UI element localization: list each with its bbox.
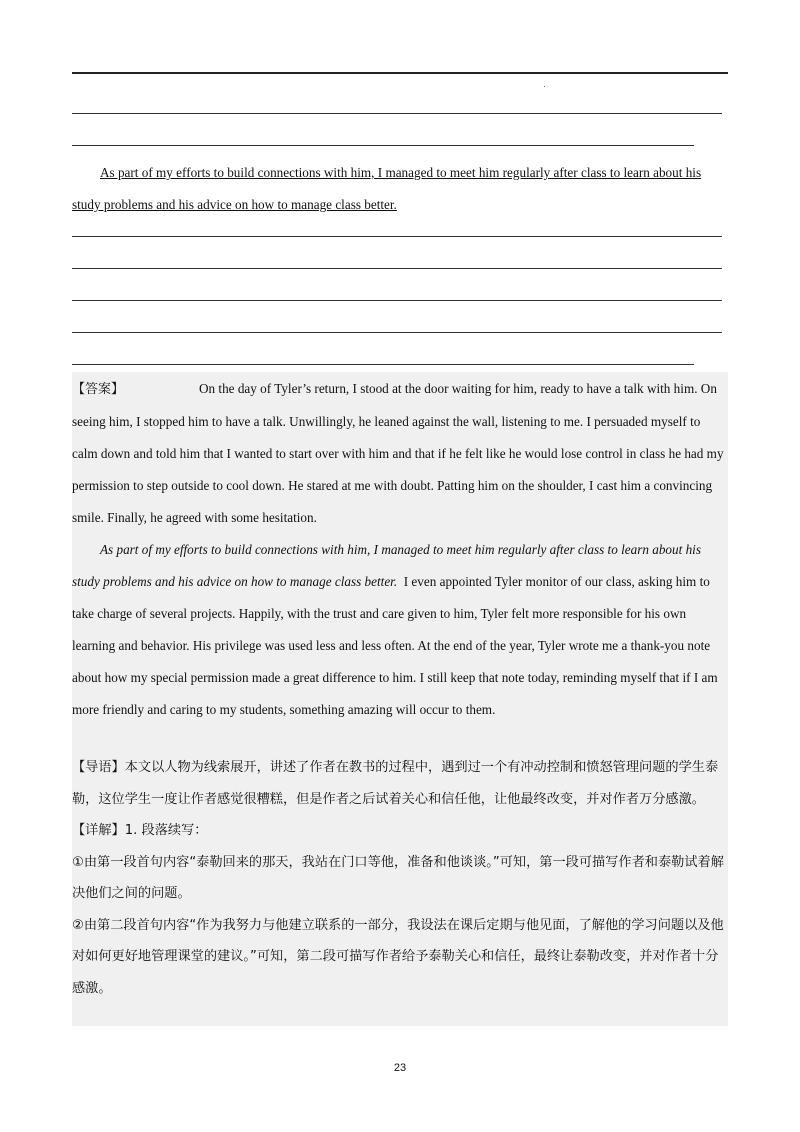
writing-line <box>72 332 722 333</box>
top-rule <box>72 72 728 74</box>
answer-paragraph-1 <box>72 373 728 534</box>
answer-para2-text: I even appointed Tyler monitor of our class, asking him to take charge of several projects. Happily, with the trust and care given to him, Tyler felt more responsible for his own learning and behavior. His privilege was used less and less often. At the end of the year, Tyler wrote me a thank-you note about how my special permission made a great difference to him. I still keep that note today, reminding myself that if I am more friendly and caring to my students, something amazing will occur to them. <box>72 574 718 717</box>
writing-line <box>72 300 722 301</box>
writing-line <box>72 364 694 365</box>
detail-heading: 【详解】1. 段落续写： <box>72 823 208 838</box>
answer-tag: 【答案】 <box>72 382 125 397</box>
page-number: 23 <box>393 1062 407 1074</box>
detail-point-2: ②由第二段首句内容“作为我努力与他建立联系的一部分，我设法在课后定期与他见面，了解他的学习问题以及他对如何更好地管理课堂的建议。”可知，第二段可描写作者给予泰勒关心和信任，最终让泰勒改变，并对作者十分感激。 <box>72 917 724 996</box>
writing-line <box>72 236 722 237</box>
writing-line <box>72 145 694 146</box>
answer-para1-text: On the day of Tyler’s return, I stood at the door waiting for him, ready to have a talk with him. On seeing him, I stopped him to have a talk. Unwillingly, he leaned against the wall, listening to me. I persuaded myself to calm down and told him that I wanted to start over with him and that if he felt like he would lose control in class he had my permission to step outside to cool down. He stared at me with doubt. Patting him on the shoulder, I cast him a convincing smile. Finally, he agreed with some hesitation. <box>72 381 724 525</box>
detail-point-1: ①由第一段首句内容“泰勒回来的那天，我站在门口等他，准备和他谈谈。”可知，第一段可描写作者和泰勒试着解决他们之间的问题。 <box>72 854 724 901</box>
analysis-section <box>72 752 728 1004</box>
writing-line <box>72 268 722 269</box>
given-opening-sentence: As part of my efforts to build connections with him, I managed to meet him regularly after class to learn about his study problems and his advice on how to manage class better. <box>72 165 702 212</box>
guide-text: 【导语】本文以人物为线索展开，讲述了作者在教书的过程中，遇到过一个有冲动控制和愤怒管理问题的学生泰勒，这位学生一度让作者感觉很糟糕，但是作者之后试着关心和信任他，让他最终改变，并对作者万分感激。 <box>72 760 719 807</box>
writing-line <box>72 113 722 114</box>
speck <box>544 86 545 87</box>
answer-para2-opening: As part of my efforts to build connections with him, I managed to meet him regularly after class to learn about his study problems and his advice on how to manage class better. <box>72 542 701 589</box>
answer-paragraph-2 <box>72 534 728 726</box>
answer-section <box>72 373 728 726</box>
